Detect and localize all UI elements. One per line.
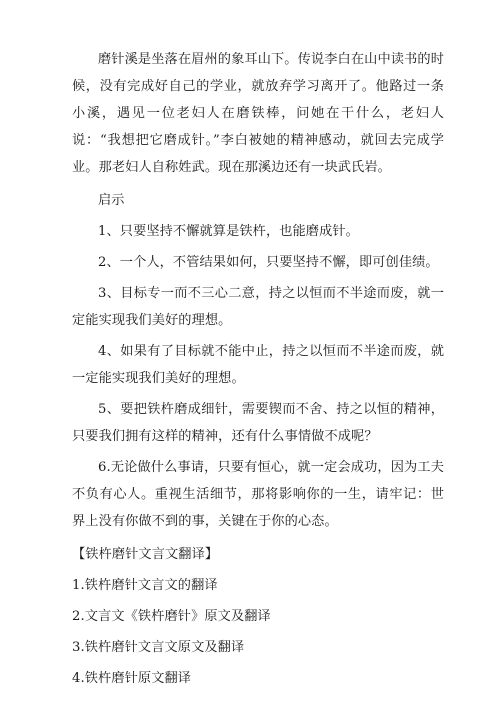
lesson-item: 2、一个人，不管结果如何，只要坚持不懈，即可创佳绩。 xyxy=(98,255,439,270)
translation-link[interactable]: 2.文言文《铁杵磨针》原文及翻译 xyxy=(72,609,271,624)
lesson-item: 4、如果有了目标就不能中止，持之以恒而不半途而废，就一定能实现我们美好的理想。 xyxy=(72,344,444,386)
lesson-item: 1、只要坚持不懈就算是铁杵，也能磨成针。 xyxy=(98,224,359,239)
translation-section-title: 【铁杵磨针文言文翻译】 xyxy=(72,547,219,562)
document-body xyxy=(72,46,444,694)
translation-link[interactable]: 1.铁杵磨针文言文的翻译 xyxy=(72,578,218,593)
lesson-item: 3、目标专一而不三心二意，持之以恒而不半途而废，就一定能实现我们美好的理想。 xyxy=(72,286,444,328)
lesson-item: 6.无论做什么事请，只要有恒心，就一定会成功，因为工夫不负有心人。重视生活细节，那将影响你的一生，请牢记：世界上没有你做不到的事，关键在于你的心态。 xyxy=(72,460,444,529)
lesson-item: 5、要把铁杵磨成细针，需要锲而不舍、持之以恒的精神，只要我们拥有这样的精神，还有什么事情做不成呢？ xyxy=(72,402,444,444)
translation-link[interactable]: 3.铁杵磨针文言文原文及翻译 xyxy=(72,640,245,655)
lessons-title: 启示 xyxy=(98,193,125,208)
translation-link[interactable]: 4.铁杵磨针原文翻译 xyxy=(72,671,192,686)
story-paragraph: 磨针溪是坐落在眉州的象耳山下。传说李白在山中读书的时候，没有完成好自己的学业，就放弃学习离开了。他路过一条小溪，遇见一位老妇人在磨铁棒，问她在干什么，老妇人说：“我想把它磨成针。”李白被她的精神感动，就回去完成学业。那老妇人自称姓武。现在那溪边还有一块武氏岩。 xyxy=(72,52,444,175)
